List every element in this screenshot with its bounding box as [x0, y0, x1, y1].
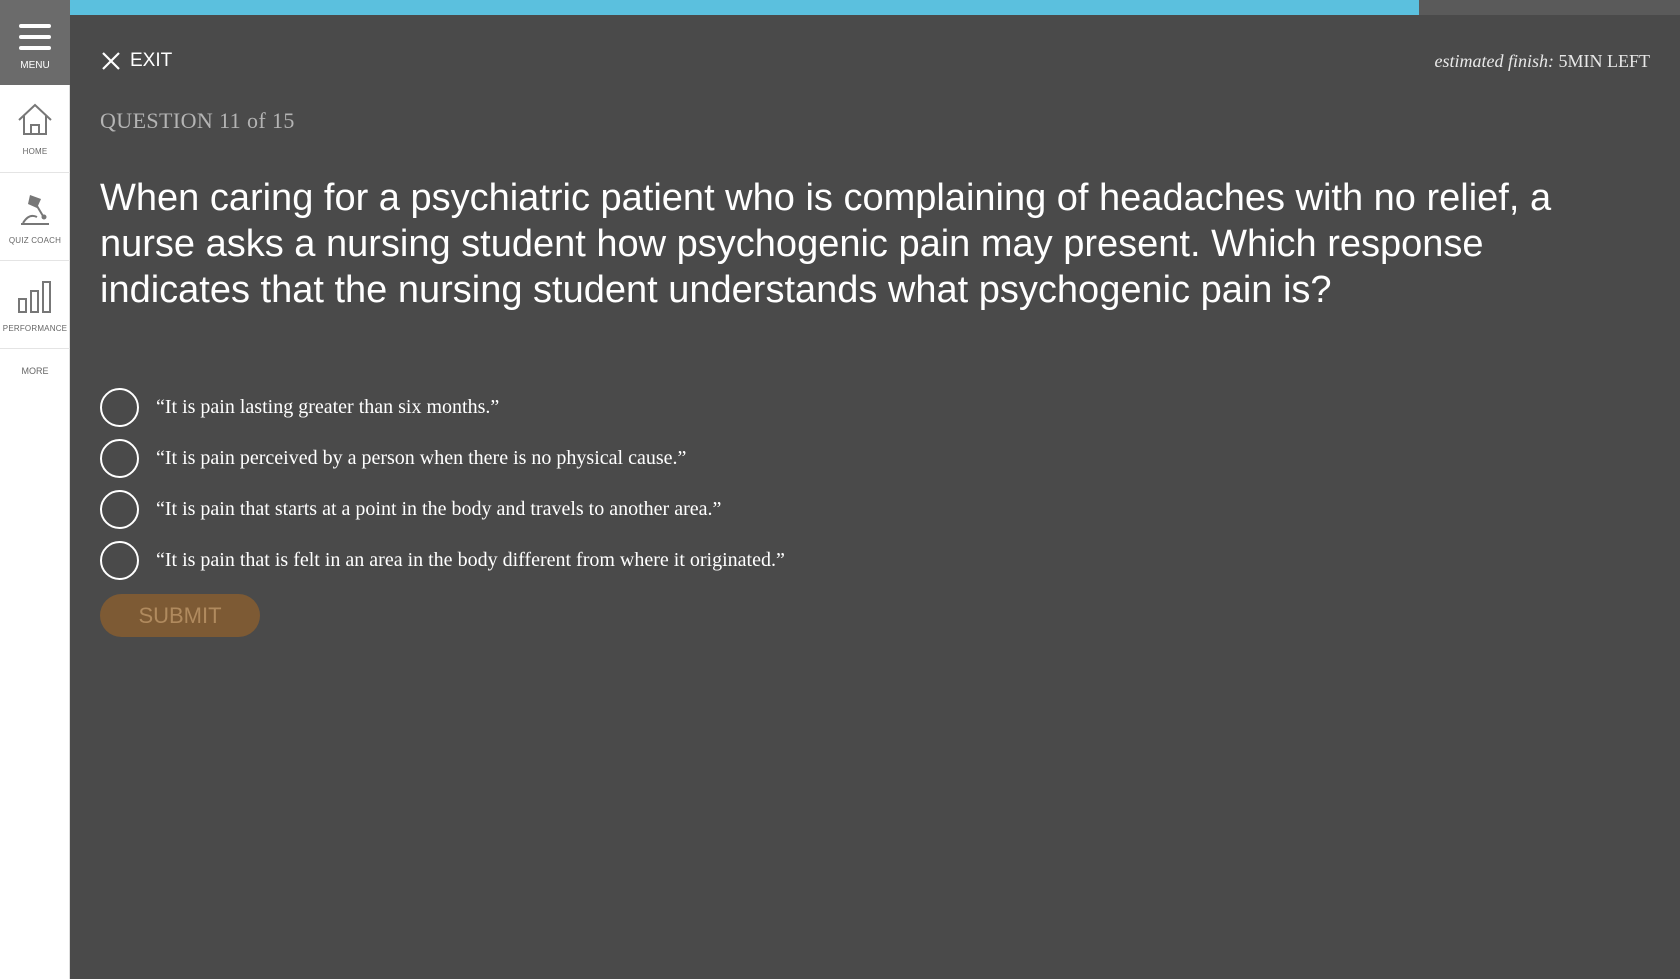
- answer-option-label: “It is pain lasting greater than six months.”: [156, 396, 500, 418]
- radio-button[interactable]: [100, 388, 139, 427]
- answer-option-label: “It is pain perceived by a person when there is no physical cause.”: [156, 447, 687, 469]
- sidebar-more[interactable]: MORE: [21, 366, 49, 376]
- estimated-finish-value: 5MIN LEFT: [1558, 51, 1650, 71]
- estimated-finish-prefix: estimated finish:: [1434, 51, 1554, 71]
- radio-button[interactable]: [100, 439, 139, 478]
- question-number: QUESTION 11 of 15: [100, 108, 295, 133]
- sidebar: [0, 0, 70, 979]
- home-icon: [15, 100, 55, 140]
- estimated-finish: [1435, 51, 1651, 72]
- answer-option[interactable]: [100, 439, 686, 478]
- sidebar-item-label: HOME: [22, 147, 48, 156]
- submit-button[interactable]: SUBMIT: [100, 594, 260, 637]
- progress-fill: [70, 0, 1419, 15]
- question-text: When caring for a psychiatric patient who is complaining of headaches with no relief, a nurse asks a nursing student how psychogenic pain may present. Which response indicates that the nursing student understands what psychogenic pain is?: [100, 177, 1552, 311]
- sidebar-item-label: QUIZ COACH: [8, 236, 62, 245]
- bar-chart-icon: [15, 277, 55, 317]
- hamburger-icon: [19, 24, 51, 50]
- answer-option[interactable]: [100, 490, 721, 529]
- menu-label: MENU: [20, 60, 50, 71]
- progress-bar: [70, 0, 1680, 15]
- sidebar-item-performance[interactable]: [0, 261, 70, 349]
- sidebar-item-label: PERFORMANCE: [2, 324, 68, 333]
- sidebar-item-quiz-coach[interactable]: [0, 173, 70, 261]
- close-icon: [100, 50, 122, 72]
- sidebar-item-home[interactable]: [0, 85, 70, 173]
- answer-option-label: “It is pain that is felt in an area in the body different from where it originated.”: [156, 549, 785, 571]
- radio-button[interactable]: [100, 490, 139, 529]
- answer-option[interactable]: [100, 388, 499, 427]
- answer-option[interactable]: [100, 541, 785, 580]
- quiz-coach-icon: [15, 189, 55, 229]
- menu-button[interactable]: [0, 0, 70, 85]
- exit-label: EXIT: [130, 50, 173, 71]
- radio-button[interactable]: [100, 541, 139, 580]
- answer-option-label: “It is pain that starts at a point in the body and travels to another area.”: [156, 498, 722, 520]
- exit-button[interactable]: [100, 50, 172, 72]
